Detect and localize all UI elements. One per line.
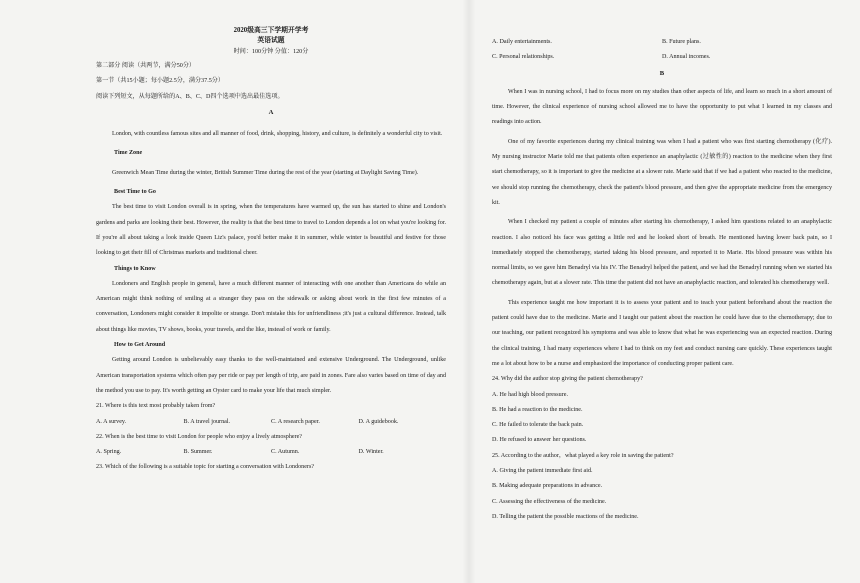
question-22-stem: 22. When is the best time to visit London for people who enjoy a lively atmosphere? [96,433,303,440]
question-23-options-row2 [492,50,832,65]
passage-a-intro: London, with countless famous sites and all manner of food, drink, shopping, history, and culture, is definitely a wonderful city to visit. [112,131,443,138]
q23-option-c: C. Personal relationships. [492,54,555,61]
paragraph-things-to-know: Londoners and English people in general, have a much different manner of interacting with one another than Americans do while an American might think nothing of smiling at a stranger they pass on the sidewalk or asking about work in the first few minutes of a conversation, Londoners might consider it impolite or strange. Don't mistake this for unfriendliness ;it's just a cultural difference. Instead, talk about things like movies, TV shows, books, your travels, and the like, instead of work or family. [96,280,446,333]
section-part: 第二部分 阅读（共两节，满分50分） [96,63,196,69]
q25-option-b: B. Making adequate preparations in advance. [492,483,603,490]
q24-option-a: A. He had high blood pressure. [492,391,568,398]
q23-option-d: D. Annual incomes. [662,54,711,61]
q23-option-b: B. Future plans. [662,39,701,45]
paragraph-time-zone: Greenwich Mean Time during the winter, British Summer Time during the rest of the year (starting at Daylight Saving Time). [112,169,419,176]
heading-things-to-know: Things to Know [114,265,156,272]
exam-meta: 时间：100分钟 分值：120分 [233,49,309,55]
question-21-options [96,415,446,430]
q25-option-c: C. Assessing the effectiveness of the medicine. [492,498,607,505]
q24-option-b: B. He had a reaction to the medicine. [492,406,583,413]
q22-option-a: A. Spring. [96,449,122,456]
heading-time-zone: Time Zone [114,150,143,157]
exam-subtitle: 英语试题 [257,37,285,44]
question-21-stem: 21. Where is this text most probably taken from? [96,403,216,410]
heading-best-time: Best Time to Go [114,189,156,196]
left-column [96,0,446,476]
passage-b-paragraph-1: When I was in nursing school, I had to focus more on my studies than other aspects of life, and learn so much in a short amount of time. However, the clinical experience of nursing school allowed me to have the opportunity to put what I learned in my classes and readings into action. [492,88,832,126]
q21-option-a: A. A survey. [96,418,127,425]
q22-option-d: D. Winter. [358,449,384,456]
question-24-stem: 24. Why did the author stop giving the patient chemotherapy? [492,376,643,383]
heading-get-around: How to Get Around [114,342,166,349]
question-22-options [96,445,446,460]
passage-b-paragraph-4: This experience taught me how important it is to assess your patient and to teach your patient beforehand about the reaction the patient could have due to the medicine. Marie and I taught our patient about the reaction he could have due to the chemotherapy; due to our teaching, our patient recognized his symptoms and was able to know that what he was experiencing was an expected reaction. During the clinical training, I had many experiences where I had to think on my feet and conduct nursing care quickly. These experiences taught me a lot about how to be a nurse and emphasized the importance of conducting proper patient care. [492,299,832,367]
q22-option-b: B. Summer. [183,449,213,456]
q22-option-c: C. Autumn. [271,449,300,456]
passage-b-label: B [659,69,665,77]
q21-option-d: D. A guidebook. [358,418,399,425]
passage-b-paragraph-2: One of my favorite experiences during my clinical training was when I had a patient who was first starting chemotherapy (化疗). My nursing instructor Marie told me that patients often experience an anaphylactic (过敏性的) reaction to the medicine when they first start chemotherapy, so it is important to give the medicine at a slower rate. Marie said that if we had a patient who reacted to the medicine, we should stop running the chemotherapy, check the patient's blood pressure, and then give the appropriate medicine from the emergency kit. [492,138,832,206]
q23-option-a: A. Daily entertainments. [492,39,552,45]
q25-option-d: D. Telling the patient the possible reactions of the medicine. [492,513,639,520]
right-column [492,0,832,525]
q24-option-d: D. He refused to answer her questions. [492,437,587,444]
paragraph-best-time: The best time to visit London overall is in spring, when the temperatures have warmed up, the sun has started to shine and London's gardens and parks are looking their best. However, the reality is that the best time to travel to London depends a lot on what you're looking for. If you're all about taking a look inside Queen Liz's palace, you'd better make it in summer, while winter is beautiful and festive for those looking to get their fill of Christmas markets and traditional cheer. [96,204,446,257]
question-23-options-row1 [492,35,832,50]
q21-option-b: B. A travel journal. [183,418,231,425]
q25-option-a: A. Giving the patient immediate first aid. [492,468,593,475]
section-sub: 第一节（共15小题；每小题2.5分，满分37.5分） [96,78,224,85]
exam-title: 2020级高三下学期开学考 [233,27,309,34]
section-instructions: 阅读下列短文，从每题所给的A、B、C、D四个选项中选出最佳选项。 [96,93,284,100]
question-25-stem: 25. According to the author，what played a key role in saving the patient? [492,452,674,459]
passage-b-paragraph-3: When I checked my patient a couple of minutes after starting his chemotherapy, I asked him questions related to an anaphylactic reaction. I also noticed his face was getting a little red and he looked short of breath. He mentioned having lower back pain, so I immediately stopped the chemotherapy, started taking his blood pressure, and reported it to Marie. His blood pressure was within his normal limits, so we gave him Benadryl via his IV. The Benadryl helped the patient, and we had the Benadryl running when we started his chemotherapy again, but at a slower rate. This time the patient did not have an anaphylactic reaction, and tolerated his chemotherapy well. [492,219,832,287]
paragraph-get-around: Getting around London is unbelievably easy thanks to the well-maintained and extensive Underground. The Underground, unlike American transportation systems which often pay per ride or pay per length of trip, are paid in zones. Fare also varies based on time of day and the method you use to pay. It's worth getting an Oyster card to make your life that much simpler. [96,357,446,394]
page-fold-shadow [462,0,476,583]
q21-option-c: C. A research paper. [271,418,320,425]
question-23-stem: 23. Which of the following is a suitable topic for starting a conversation with Londoners? [96,464,315,471]
q24-option-c: C. He failed to tolerate the back pain. [492,422,584,429]
passage-a-label: A [268,108,274,116]
